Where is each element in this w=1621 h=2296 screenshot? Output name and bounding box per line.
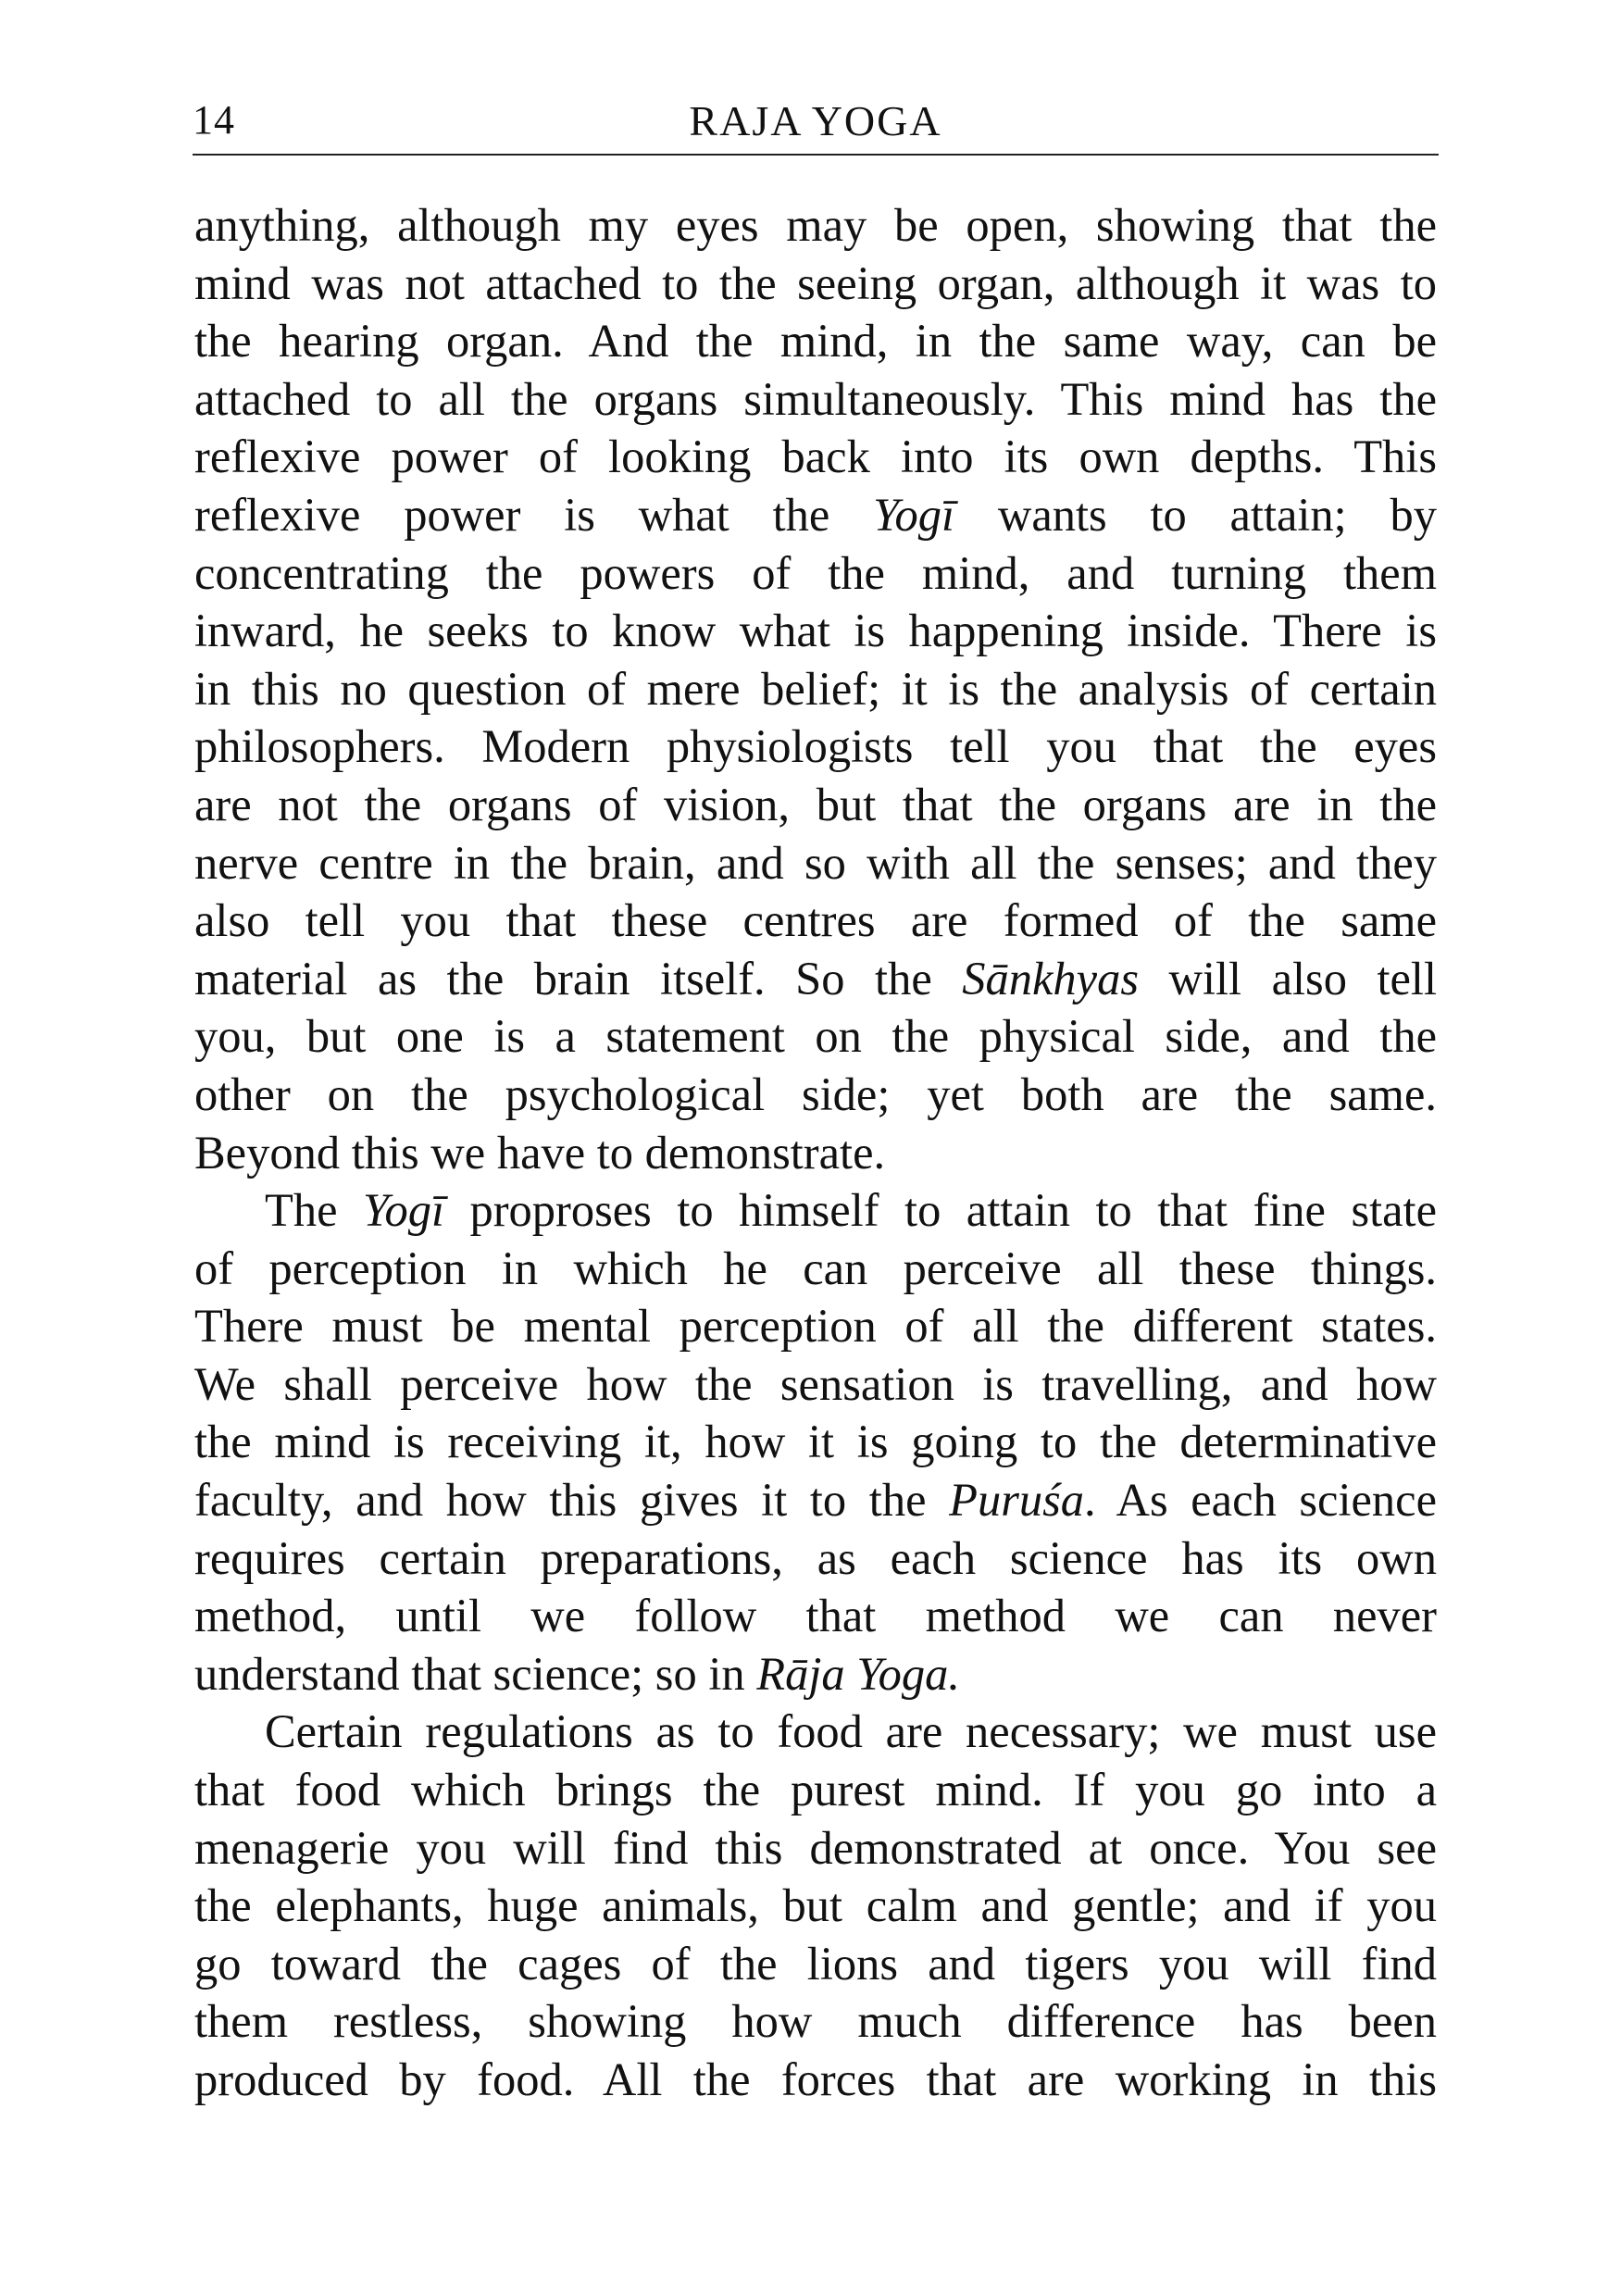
text-line — [194, 1761, 1437, 1819]
text-run: Beyond this we have to demonstrate. — [194, 1126, 886, 1179]
text-run: material as the brain itself. So the — [194, 952, 963, 1004]
text-run: of perception in which he can perceive all these things. — [194, 1242, 1437, 1294]
text-line — [194, 428, 1437, 486]
text-line — [194, 1703, 1437, 1761]
text-run: concentrating the powers of the mind, and turning them — [194, 546, 1437, 599]
italic-term: Sānkhyas — [962, 952, 1139, 1004]
text-line — [194, 1066, 1437, 1124]
text-run: attached to all the organs simultaneously. This mind has the — [194, 372, 1437, 425]
body-text — [194, 196, 1437, 2109]
text-run: faculty, and how this gives it to the — [194, 1474, 950, 1527]
text-run: you, but one is a statement on the physical side, and the — [194, 1010, 1437, 1063]
text-run: them restless, showing how much difference has been — [194, 1995, 1437, 2048]
text-line — [194, 1645, 1437, 1703]
text-line — [194, 1529, 1437, 1588]
text-run: go toward the cages of the lions and tigers you will find — [194, 1937, 1437, 1990]
text-run: mind was not attached to the seeing organ, although it was to — [194, 256, 1437, 309]
text-line — [194, 834, 1437, 892]
text-line — [194, 196, 1437, 255]
text-line — [194, 892, 1437, 950]
text-run: understand that science; so in — [194, 1647, 757, 1700]
text-run: The — [265, 1184, 363, 1237]
text-run: method, until we follow that method we can never — [194, 1590, 1437, 1642]
text-run: in this no question of mere belief; it is the analysis of certain — [194, 662, 1437, 715]
text-run: Certain regulations as to food are necessary; we must use — [265, 1705, 1437, 1758]
text-line — [194, 1413, 1437, 1471]
text-line — [194, 370, 1437, 429]
text-run: produced by food. All the forces that are working in this — [194, 2053, 1437, 2105]
text-line — [194, 1124, 1437, 1182]
text-line — [194, 1355, 1437, 1414]
text-line — [194, 1240, 1437, 1298]
page-number: 14 — [193, 97, 235, 143]
text-run: . As each science — [1084, 1474, 1437, 1527]
text-run: requires certain preparations, as each science has its own — [194, 1531, 1437, 1584]
text-line — [194, 718, 1437, 776]
text-run: nerve centre in the brain, and so with all the senses; and they — [194, 836, 1437, 889]
text-line — [194, 1587, 1437, 1645]
text-run: philosophers. Modern physiologists tell you that the eyes — [194, 720, 1437, 773]
text-line — [194, 602, 1437, 660]
text-run: the hearing organ. And the mind, in the same way, can be — [194, 315, 1437, 368]
text-run: other on the psychological side; yet both are the same. — [194, 1067, 1437, 1120]
text-run: menagerie you will find this demonstrated at once. You see — [194, 1821, 1437, 1874]
text-line — [194, 544, 1437, 603]
text-run: We shall perceive how the sensation is travelling, and how — [194, 1357, 1437, 1410]
text-run: wants to attain; by — [954, 488, 1437, 541]
text-run: also tell you that these centres are formed of the same — [194, 894, 1437, 947]
text-run: reflexive power is what the — [194, 488, 874, 541]
text-run: anything, although my eyes may be open, showing that the — [194, 199, 1437, 251]
text-run: reflexive power of looking back into its own depths. This — [194, 430, 1437, 483]
text-run: the mind is receiving it, how it is going to the determinative — [194, 1416, 1437, 1468]
text-run: will also tell — [1139, 952, 1437, 1004]
text-run: proproses to himself to attain to that fine state — [443, 1184, 1437, 1237]
text-line — [194, 1992, 1437, 2051]
italic-term: Yogī — [363, 1184, 444, 1237]
text-line — [194, 950, 1437, 1008]
text-line — [194, 1935, 1437, 1993]
text-line — [194, 2051, 1437, 2109]
italic-term: Yogī — [873, 488, 955, 541]
text-line — [194, 660, 1437, 718]
text-line — [194, 255, 1437, 313]
text-run: that food which brings the purest mind. If you go into a — [194, 1764, 1437, 1816]
italic-term: Rāja Yoga. — [756, 1647, 961, 1700]
running-title: RAJA YOGA — [689, 97, 942, 144]
italic-term: Puruśa — [949, 1474, 1085, 1527]
text-run: the elephants, huge animals, but calm and gentle; and if you — [194, 1879, 1437, 1932]
text-run: There must be mental perception of all the different states. — [194, 1300, 1437, 1353]
text-line — [194, 1819, 1437, 1878]
text-line — [194, 1877, 1437, 1935]
text-line — [194, 1297, 1437, 1355]
text-line — [194, 312, 1437, 370]
text-line — [194, 776, 1437, 834]
text-run: inward, he seeks to know what is happening inside. There is — [194, 605, 1437, 657]
text-line — [194, 1471, 1437, 1529]
running-head — [193, 89, 1439, 156]
text-line — [194, 1007, 1437, 1066]
text-line — [194, 1181, 1437, 1240]
text-line — [194, 486, 1437, 544]
text-run: are not the organs of vision, but that the organs are in the — [194, 778, 1437, 830]
